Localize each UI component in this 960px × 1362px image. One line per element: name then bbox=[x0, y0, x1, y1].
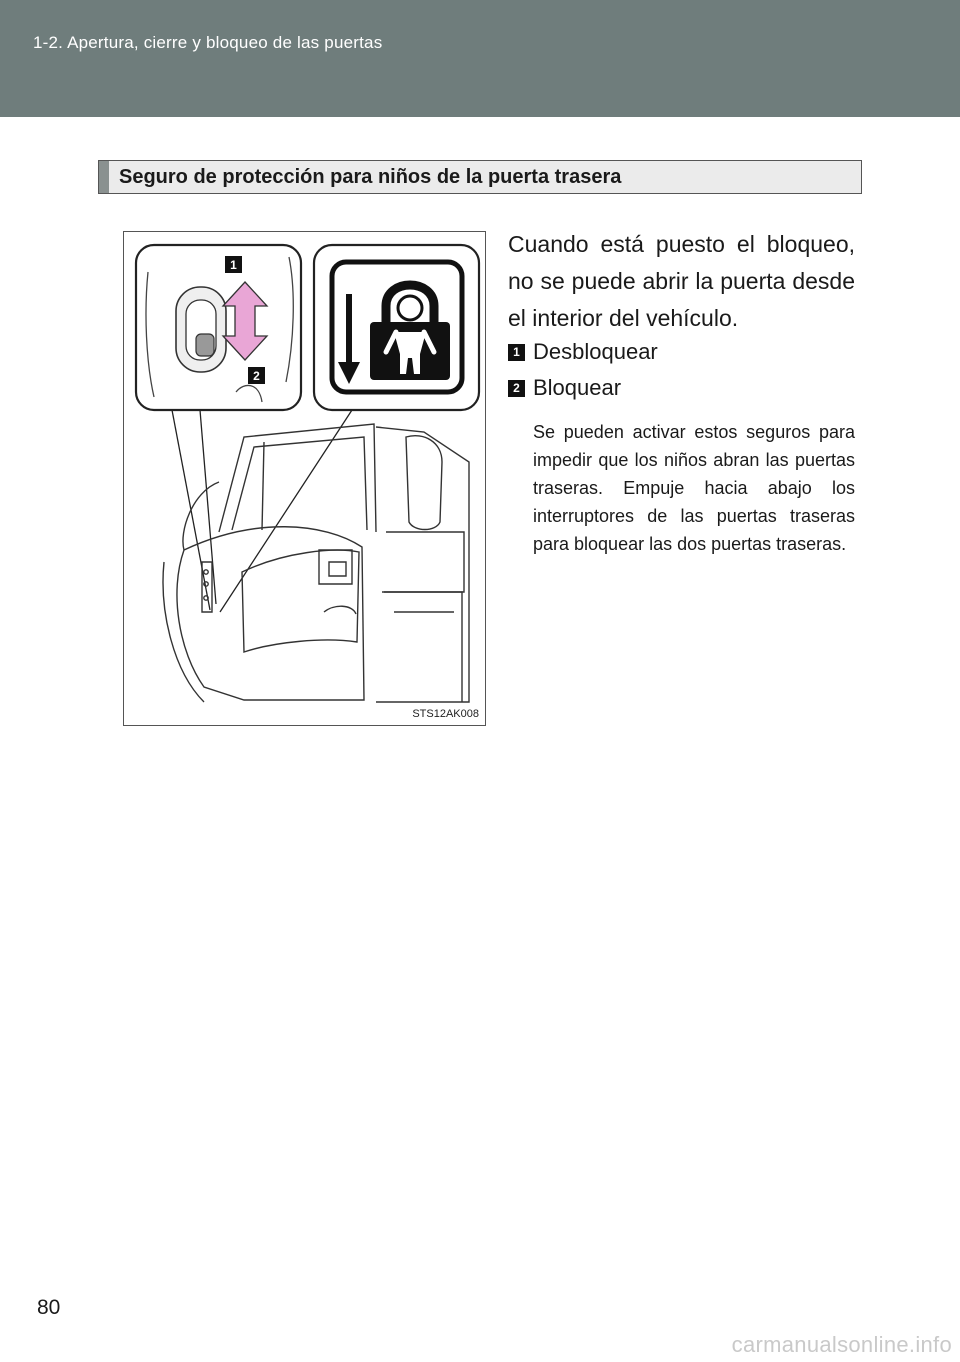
list-item-desbloquear bbox=[508, 339, 658, 365]
figure-badge-1-text: 1 bbox=[230, 258, 237, 272]
intro-paragraph: Cuando está puesto el bloqueo, no se puede abrir la puerta desde el interior del vehículo. bbox=[508, 231, 855, 331]
chapter-title: 1-2. Apertura, cierre y bloqueo de las puertas bbox=[33, 33, 383, 52]
door-lock-illustration bbox=[123, 231, 486, 726]
item-label-bloquear: Bloquear bbox=[533, 375, 622, 400]
watermark: carmanualsonline.info bbox=[731, 1332, 952, 1357]
section-title: Seguro de protección para niños de la puerta trasera bbox=[119, 166, 622, 188]
figure-badge-2-text: 2 bbox=[253, 369, 260, 383]
note-paragraph: Se pueden activar estos seguros para impedir que los niños abran las puertas traseras. Empuje hacia abajo los interruptores de las puertas traseras para bloquear las dos puertas traseras. bbox=[533, 422, 855, 554]
child-figure-head bbox=[398, 296, 422, 320]
list-item-bloquear bbox=[508, 375, 621, 401]
door-illustration-svg bbox=[124, 232, 486, 726]
lock-switch-knob bbox=[196, 334, 214, 356]
header-band bbox=[0, 0, 960, 117]
section-heading-accent bbox=[99, 161, 109, 193]
section-heading-box bbox=[98, 160, 862, 194]
page-number: 80 bbox=[37, 1296, 61, 1319]
figure-code: STS12AK008 bbox=[412, 708, 479, 720]
item-badge-2: 2 bbox=[508, 380, 525, 397]
item-label-desbloquear: Desbloquear bbox=[533, 339, 658, 364]
item-badge-1: 1 bbox=[508, 344, 525, 361]
